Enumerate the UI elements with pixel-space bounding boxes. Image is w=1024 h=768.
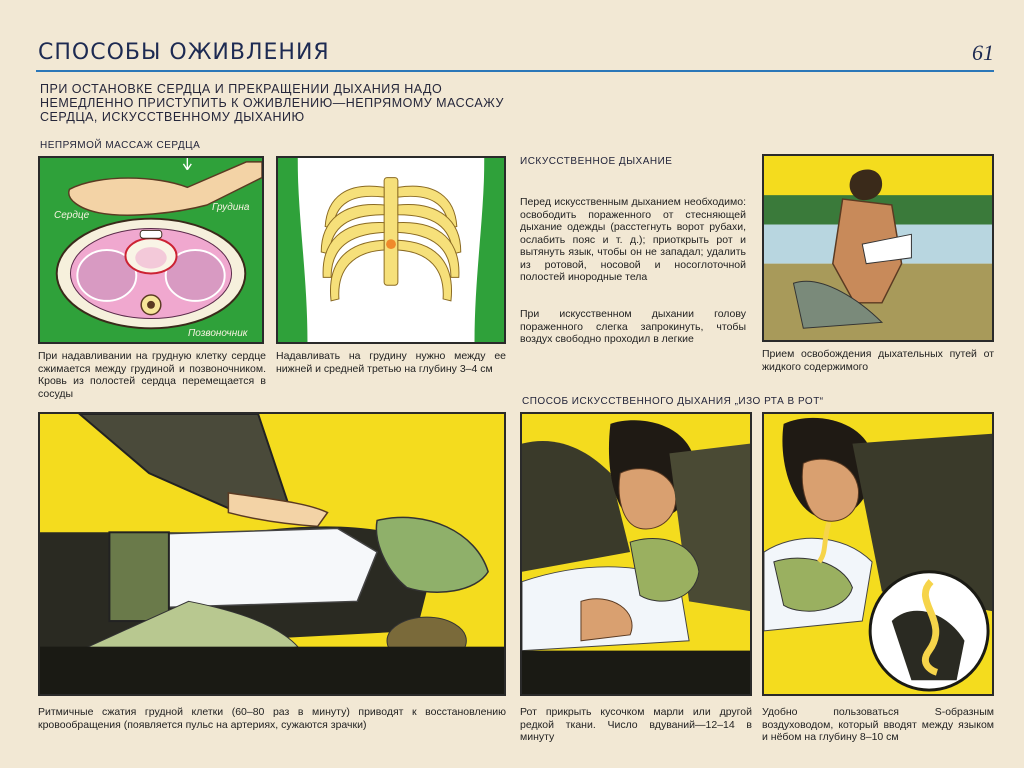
label-spine: Позвоночник xyxy=(188,328,248,339)
title-rule xyxy=(36,70,994,72)
figure-mouth-to-mouth xyxy=(520,412,752,696)
figure-rib-cage xyxy=(276,156,506,344)
caption-breathing-prep: Перед искусственным дыханием необходимо: освободить пораженного от стесняющей дыхание одежды (расстегнуть ворот рубахи, ослабить пояс и т. д.); приоткрыть рот и вытянуть язык, чтобы он не западал; удалить из ротовой, носовой и носоглоточной полостей инородные тела xyxy=(520,196,746,283)
section-label-heart-massage: НЕПРЯМОЙ МАССАЖ СЕРДЦА xyxy=(40,140,201,151)
figure-s-tube xyxy=(762,412,994,696)
label-sternum: Грудина xyxy=(212,202,250,213)
label-heart: Сердце xyxy=(54,210,90,221)
page-title: СПОСОБЫ ОЖИВЛЕНИЯ xyxy=(38,40,330,65)
figure-chest-compressions xyxy=(38,412,506,696)
figure-chest-cross-section xyxy=(38,156,264,344)
section-label-artificial-breathing: ИСКУССТВЕННОЕ ДЫХАНИЕ xyxy=(520,156,673,167)
page-number: 61 xyxy=(972,40,994,65)
intro-text: ПРИ ОСТАНОВКЕ СЕРДЦА И ПРЕКРАЩЕНИИ ДЫХАНИЯ НАДО НЕМЕДЛЕННО ПРИСТУПИТЬ К ОЖИВЛЕНИЮ—НЕПРЯМОМУ МАССАЖУ СЕРДЦА, ИСКУССТВЕННОМУ ДЫХАНИЮ xyxy=(40,82,505,124)
caption-rib-cage: Надавливать на грудину нужно между ее нижней и средней третью на глубину 3–4 см xyxy=(276,350,506,375)
caption-s-tube: Удобно пользоваться S-образным воздуховодом, который вводят между языком и нёбом на глубину 8–10 см xyxy=(762,706,994,743)
caption-airway-release: Прием освобождения дыхательных путей от жидкого содержимого xyxy=(762,348,994,373)
caption-cross-section: При надавливании на грудную клетку сердце сжимается между грудиной и позвоночником. Кровь из полостей сердца перемещается в сосуды xyxy=(38,350,266,400)
caption-compressions: Ритмичные сжатия грудной клетки (60–80 раз в минуту) приводят к восстановлению кровообращения (появляется пульс на артериях, сужаются зрачки) xyxy=(38,706,506,731)
caption-head-tilt: При искусственном дыхании голову пораженного слегка запрокинуть, чтобы воздух свободно проходил в легкие xyxy=(520,308,746,345)
caption-gauze: Рот прикрыть кусочком марли или другой редкой ткани. Число вдуваний—12–14 в минуту xyxy=(520,706,752,743)
figure-airway-release xyxy=(762,154,994,342)
section-label-mouth-to-mouth: СПОСОБ ИСКУССТВЕННОГО ДЫХАНИЯ „ИЗО РТА В РОТ“ xyxy=(522,396,824,407)
